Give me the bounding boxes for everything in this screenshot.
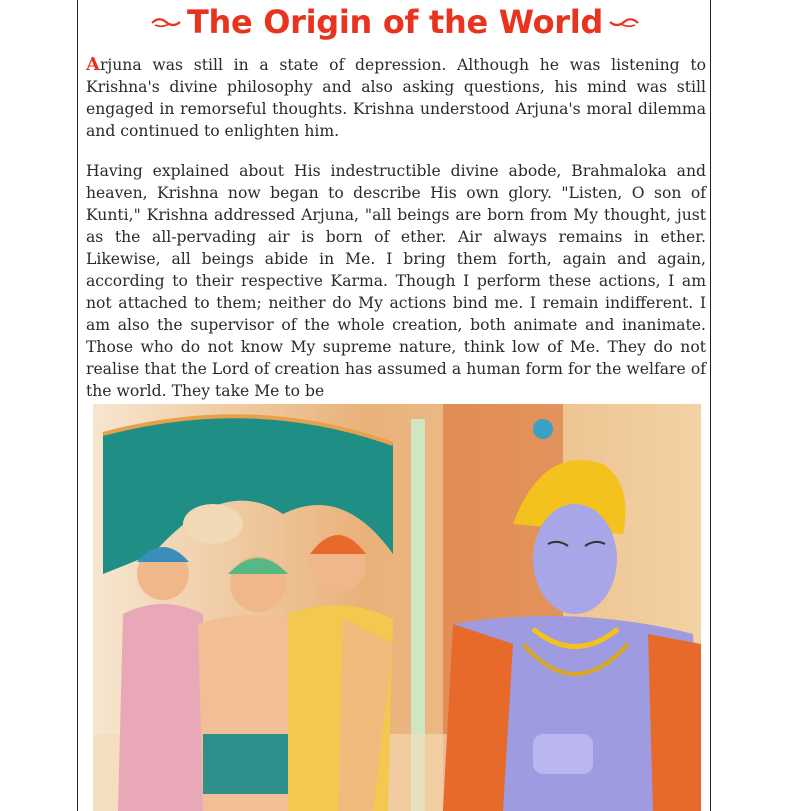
page-title: The Origin of the World (186, 3, 604, 41)
drop-cap: A (86, 54, 100, 75)
left-flourish-icon (151, 14, 181, 30)
krishna-illustration (93, 404, 701, 811)
paragraph-2: Having explained about His indestructible divine abode, Brahmaloka and heaven, Krishna now began to describe His own glory. "Listen, O son of Kunti," Krishna addressed Arjuna, "all beings are born from My thought, just as the all-pervading air is born of ether. Air always remains in ether. Likewise, all beings abide in Me. I bring them forth, again and again, according to their respective Karma. Though I perform these actions, I am not attached to them; neither do My actions bind me. I remain indifferent. I am also the supervisor of the whole creation, both animate and inanimate. Those who do not know My supreme nature, think low of Me. They do not realise that the Lord of creation has assumed a human form for the welfare of the world. They take Me to be (86, 162, 706, 400)
krishna-head (533, 504, 617, 614)
title-row (80, 2, 710, 42)
paragraph-1-text: rjuna was still in a state of depression. Although he was listening to Krishna's divine philosophy and also asking questions, his mind was still engaged in remorseful thoughts. Krishna understood Arjuna's moral dilemma and continued to enlighten him. (86, 56, 706, 140)
right-flourish-icon (609, 14, 639, 30)
paragraph-1 (86, 54, 706, 142)
